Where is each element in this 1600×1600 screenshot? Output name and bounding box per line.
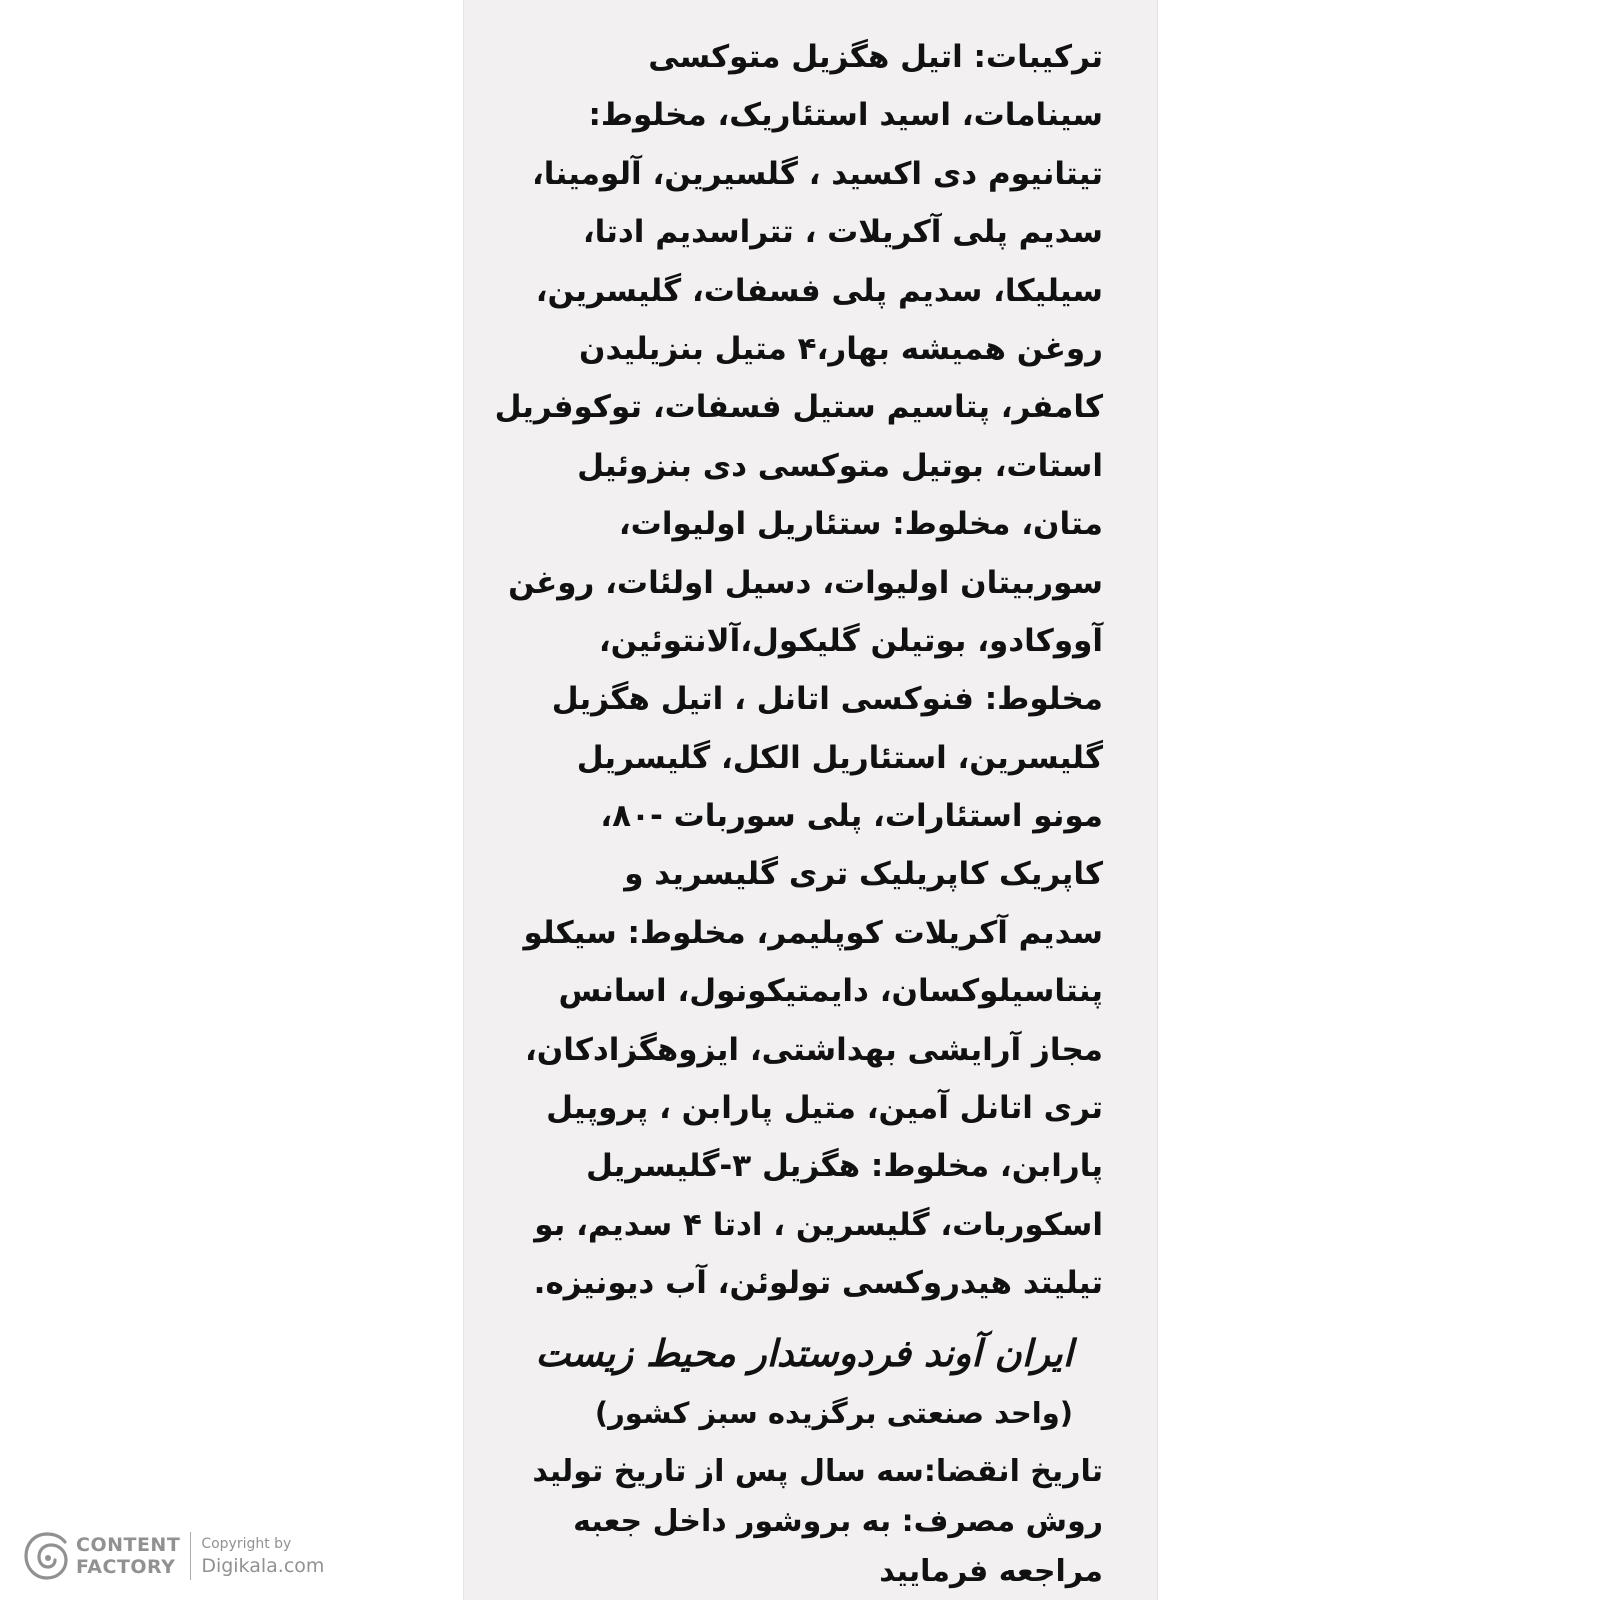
manufacturer-name: ایران آوند فردوستدار محیط زیست bbox=[535, 1330, 1073, 1375]
content-factory-swirl-icon bbox=[22, 1528, 72, 1584]
label-text-block bbox=[478, 28, 1103, 1569]
ingredients-line: مونو استئارات، پلی سوربات -۸۰، bbox=[600, 798, 1103, 835]
ingredients-line: مخلوط: فنوکسی اتانل ، اتیل هگزیل bbox=[551, 681, 1103, 718]
watermark-copyright-label: Copyright by bbox=[201, 1536, 292, 1552]
ingredients-line: کاپریک کاپریلیک تری گلیسرید و bbox=[624, 856, 1103, 893]
ingredients-line: کامفر، پتاسیم ستیل فسفات، توکوفریل bbox=[494, 389, 1103, 426]
cut-off-info bbox=[478, 1547, 1103, 1569]
ingredients-line: تری اتانل آمین، متیل پارابن ، پروپیل bbox=[546, 1090, 1103, 1127]
expiry-info: تاریخ انقضا:سه سال پس از تاریخ تولید bbox=[532, 1453, 1103, 1489]
ingredients-line: پنتاسیلوکسان، دایمتیکونول، اسانس bbox=[558, 973, 1103, 1010]
ingredients-line: گلیسرین، استئاریل الکل، گلیسریل bbox=[576, 739, 1103, 776]
ingredients-line: مجاز آرایشی بهداشتی، ایزوهگزادکان، bbox=[524, 1031, 1103, 1068]
ingredients-line: پارابن، مخلوط: هگزیل ۳-گلیسریل bbox=[585, 1148, 1103, 1185]
watermark-brand-bottom: FACTORY bbox=[76, 1556, 176, 1578]
ingredients-line: سیلیکا، سدیم پلی فسفات، گلیسرین، bbox=[535, 272, 1103, 309]
watermark-brand-top: CONTENT bbox=[76, 1534, 181, 1556]
manufacturer-subtitle: (واحد صنعتی برگزیده سبز کشور) bbox=[594, 1395, 1073, 1430]
ingredients-line: سینامات، اسید استئاریک، مخلوط: bbox=[588, 97, 1103, 134]
ingredients-line: تیتانیوم دی اکسید ، گلسیرین، آلومینا، bbox=[532, 155, 1103, 192]
ingredients-line: اسکوربات، گلیسرین ، ادتا ۴ سدیم، بو bbox=[534, 1206, 1103, 1243]
watermark-copyright-site: Digikala.com bbox=[201, 1555, 325, 1577]
ingredients-line: تیلیتد هیدروکسی تولوئن، آب دیونیزه. bbox=[533, 1265, 1103, 1302]
watermark-copyright bbox=[201, 1534, 324, 1578]
watermark-brand bbox=[76, 1534, 180, 1578]
ingredients-line: سدیم پلی آکریلات ، تتراسدیم ادتا، bbox=[582, 214, 1103, 251]
ingredients-line: سدیم آکریلات کوپلیمر، مخلوط: سیکلو bbox=[523, 914, 1103, 951]
usage-info: روش مصرف: به بروشور داخل جعبه bbox=[573, 1503, 1103, 1539]
watermark-divider bbox=[190, 1532, 191, 1580]
ingredients-line: آووکادو، بوتیلن گلیکول،آلانتوئین، bbox=[598, 622, 1103, 659]
ingredients-line: سوربیتان اولیوات، دسیل اولئات، روغن bbox=[508, 564, 1103, 601]
ingredients-line: استات، بوتیل متوکسی دی بنزوئیل bbox=[577, 447, 1103, 484]
watermark bbox=[22, 1526, 332, 1586]
ingredients-line: ترکیبات: اتیل هگزیل متوکسی bbox=[648, 39, 1103, 75]
ingredients-line: روغن همیشه بهار،۴ متیل بنزیلیدن bbox=[579, 330, 1103, 367]
ingredients-line: متان، مخلوط: ستئاریل اولیوات، bbox=[618, 506, 1103, 543]
